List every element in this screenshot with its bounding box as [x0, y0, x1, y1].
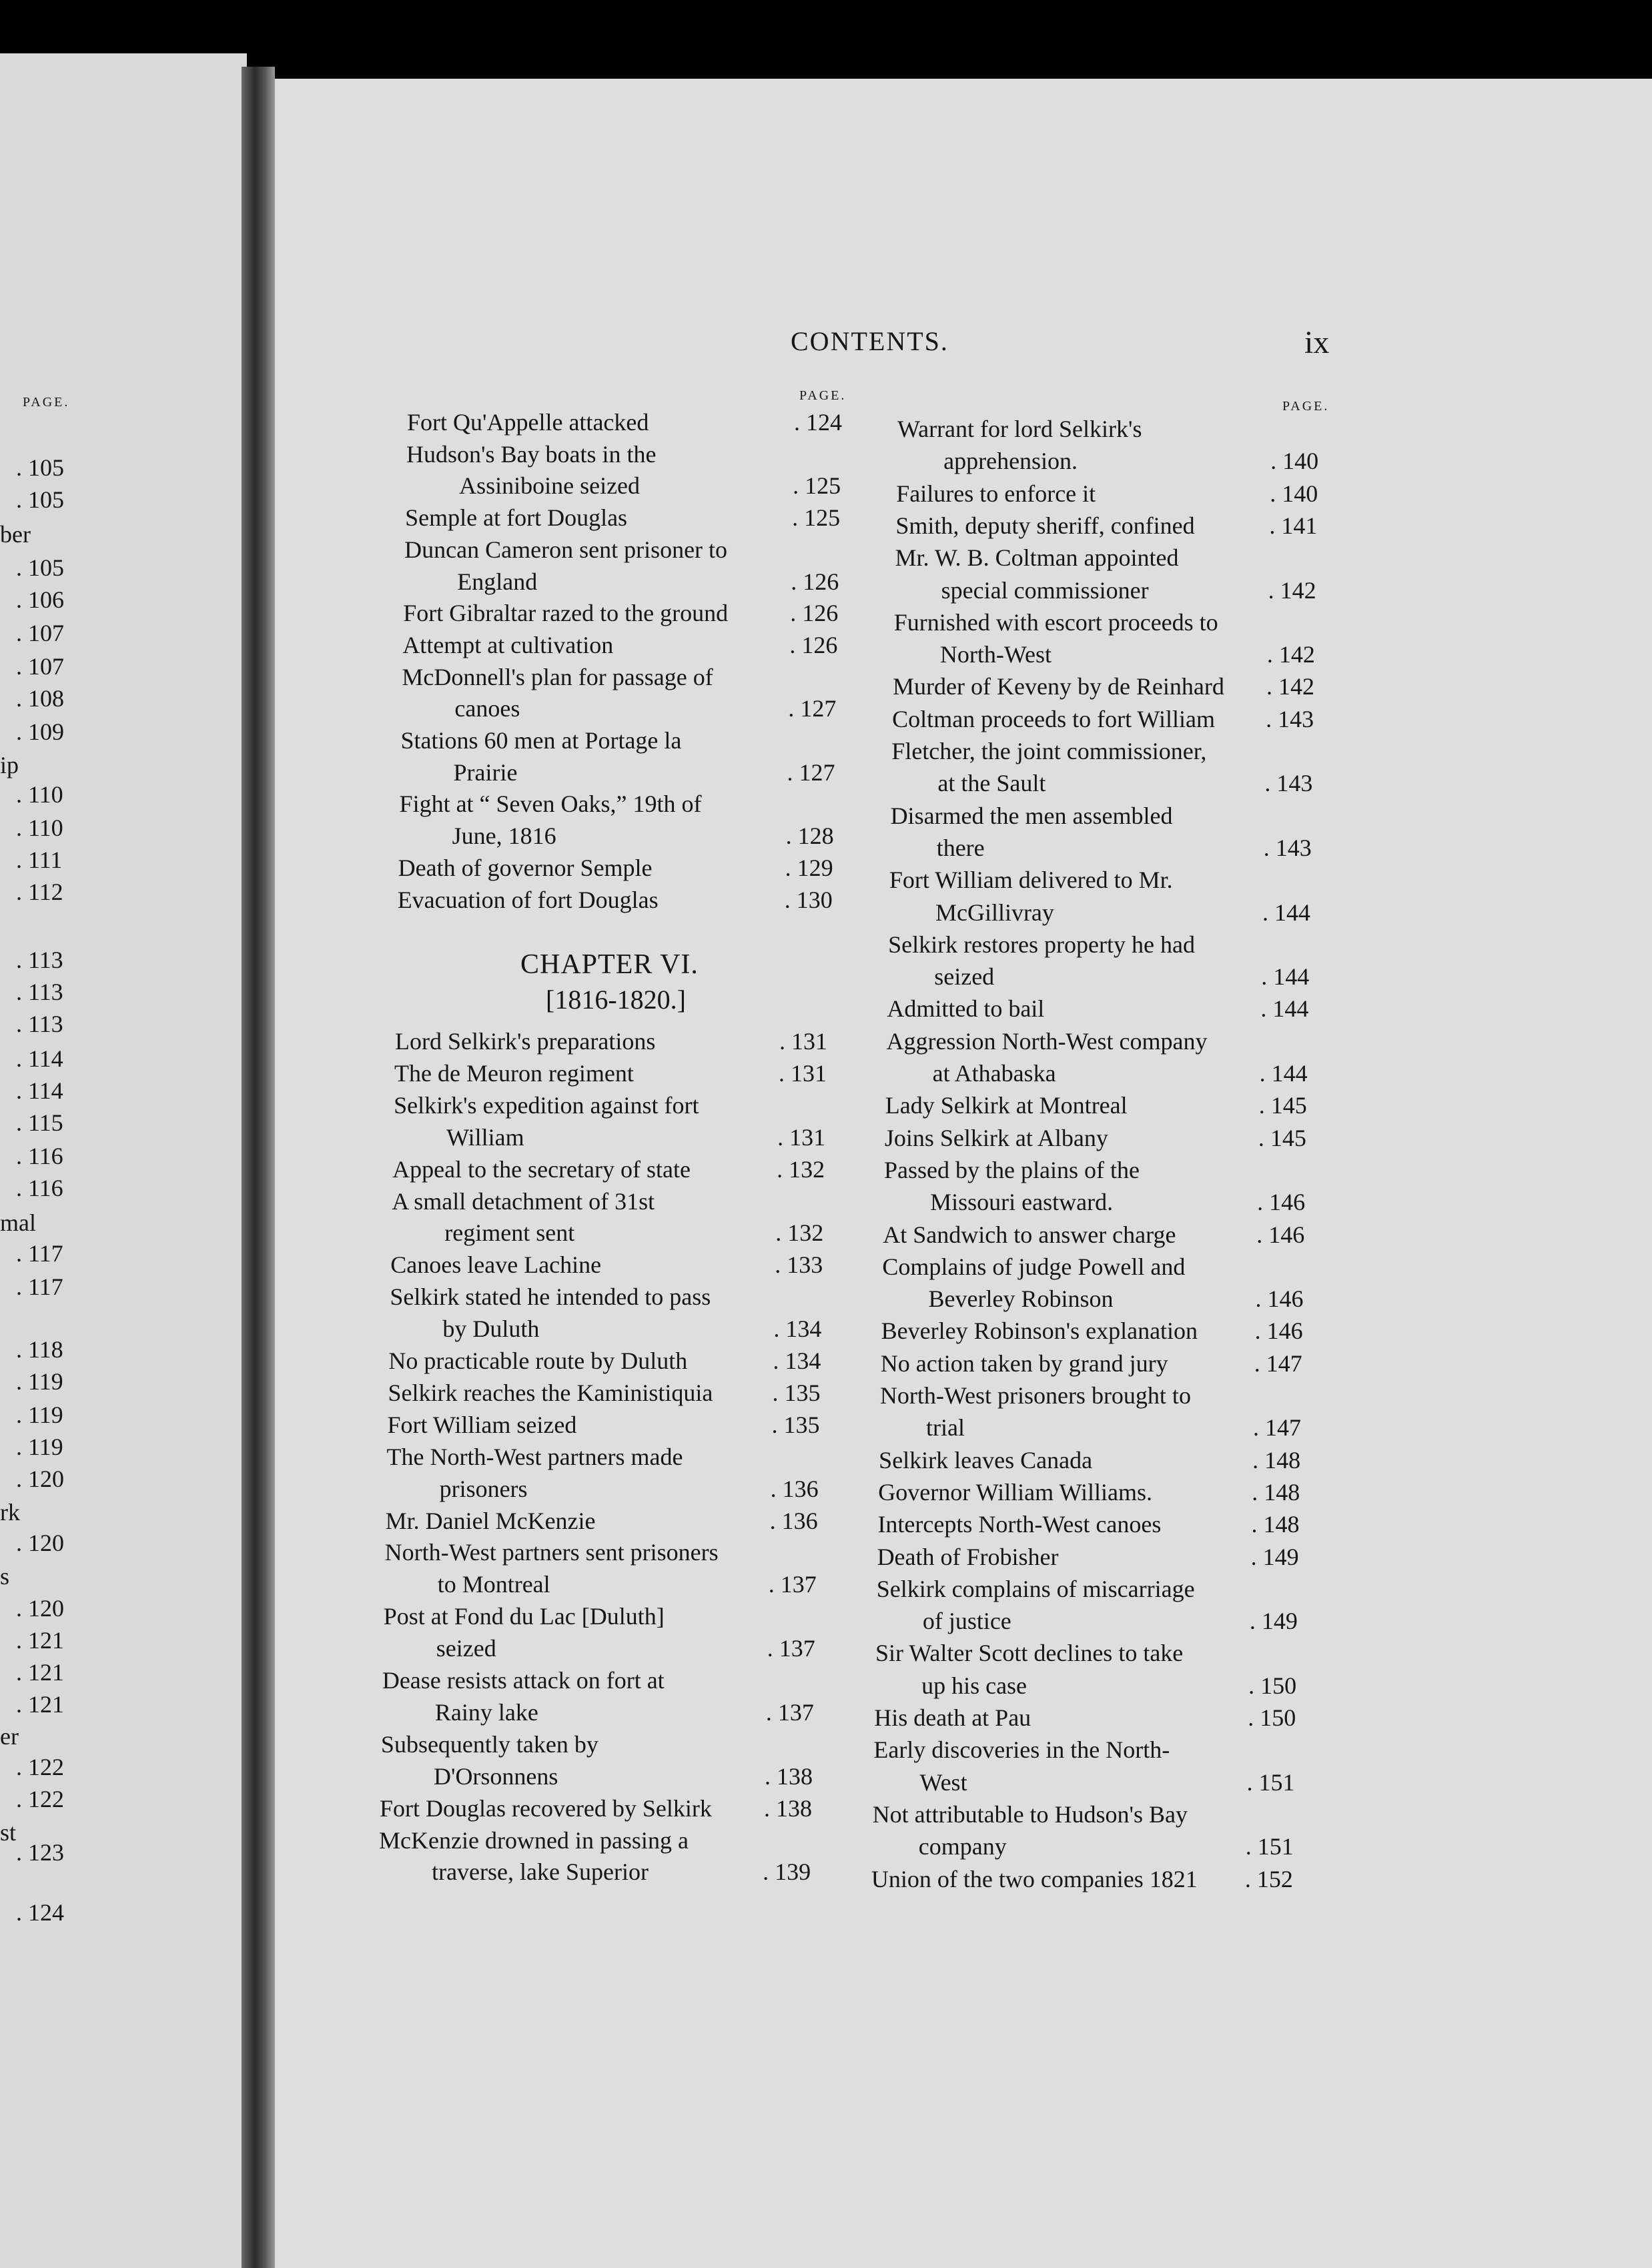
toc-entry-page-number: . 143 — [1266, 705, 1314, 732]
toc-entry-page-number: . 148 — [1251, 1511, 1300, 1538]
left-fragment-text: st — [0, 1819, 17, 1846]
toc-entry-page-number: . 130 — [784, 886, 833, 913]
toc-entry-page-number: . 134 — [773, 1315, 822, 1343]
toc-entry-title: Selkirk complains of miscarriage — [876, 1575, 1195, 1602]
toc-entry-continuation: Prairie — [453, 758, 518, 786]
toc-entry-title: Death of Frobisher — [877, 1543, 1059, 1570]
toc-entry-page-number: . 128 — [785, 822, 834, 850]
toc-entry-title: Selkirk reaches the Kaministiquia — [388, 1379, 713, 1406]
left-fragment-text: rk — [0, 1499, 20, 1526]
toc-entry-continuation: seized — [436, 1635, 496, 1662]
toc-entry-page-number: . 133 — [775, 1251, 823, 1279]
toc-entry-title: Lady Selkirk at Montreal — [885, 1092, 1128, 1119]
toc-entry-continuation: at Athabaska — [932, 1060, 1056, 1087]
toc-entry-page-number: . 137 — [767, 1635, 815, 1662]
toc-entry-title: Semple at fort Douglas — [405, 504, 628, 532]
toc-entry-title: Passed by the plains of the — [884, 1156, 1140, 1183]
toc-entry-page-number: . 129 — [785, 854, 833, 881]
toc-entry-page-number: . 131 — [777, 1123, 826, 1151]
toc-entry-page-number: . 139 — [763, 1858, 811, 1886]
toc-entry-page-number: . 126 — [791, 568, 839, 595]
toc-entry-title: His death at Pau — [874, 1704, 1031, 1731]
left-fragment-page-number: . 120 — [16, 1466, 64, 1492]
toc-entry-continuation: England — [457, 568, 538, 595]
toc-entry-title: Furnished with escort proceeds to — [893, 608, 1218, 636]
toc-entry-title: Fort Qu'Appelle attacked — [407, 409, 649, 436]
toc-entry-title: Fletcher, the joint commissioner, — [891, 738, 1207, 764]
left-fragment-page-number: . 115 — [16, 1109, 63, 1136]
toc-entry-continuation: special commissioner — [941, 576, 1149, 604]
toc-entry-page-number: . 144 — [1260, 995, 1309, 1023]
toc-entry-continuation: there — [936, 834, 985, 861]
toc-entry-page-number: . 150 — [1248, 1704, 1296, 1731]
toc-entry-title: Sir Walter Scott declines to take — [875, 1640, 1184, 1667]
left-fragment-page-number: . 113 — [16, 947, 63, 973]
left-fragment-page-number: . 106 — [16, 586, 64, 613]
toc-entry-title: North-West partners sent prisoners — [384, 1539, 719, 1566]
toc-entry-title: Warrant for lord Selkirk's — [897, 416, 1142, 442]
toc-entry-continuation: Missouri eastward. — [930, 1189, 1114, 1216]
toc-entry-page-number: . 136 — [769, 1507, 818, 1534]
toc-entry-page-number: . 134 — [773, 1347, 821, 1374]
toc-entry-page-number: . 146 — [1257, 1189, 1306, 1216]
toc-entry-title: Fight at “ Seven Oaks,” 19th of — [399, 790, 702, 818]
toc-entry-title: Dease resists attack on fort at — [382, 1667, 665, 1694]
toc-entry-title: A small detachment of 31st — [392, 1187, 655, 1215]
chapter-date-range: [1816-1820.] — [546, 985, 686, 1015]
toc-entry-continuation: of justice — [922, 1608, 1011, 1635]
toc-entry-continuation: traverse, lake Superior — [432, 1858, 649, 1886]
toc-entry-page-number: . 142 — [1266, 673, 1315, 700]
left-fragment-page-number: . 112 — [16, 879, 63, 905]
toc-entry-page-number: . 131 — [779, 1028, 827, 1055]
toc-entry-page-number: . 148 — [1252, 1478, 1300, 1506]
toc-entry-continuation: Assiniboine seized — [459, 472, 641, 500]
left-fragment-page-number: . 122 — [16, 1786, 64, 1812]
toc-entry-page-number: . 124 — [794, 409, 842, 436]
left-fragment-page-number: . 122 — [16, 1754, 64, 1780]
left-fragment-text: er — [0, 1723, 19, 1750]
toc-entry-page-number: . 138 — [764, 1762, 813, 1790]
toc-entry-title: No practicable route by Duluth — [388, 1347, 688, 1374]
left-fragment-page-number: . 113 — [16, 1011, 63, 1037]
toc-entry-page-number: . 151 — [1245, 1833, 1294, 1860]
toc-entry-title: Joins Selkirk at Albany — [884, 1124, 1108, 1151]
toc-entry-title: Stations 60 men at Portage la — [400, 727, 682, 754]
toc-entry-title: Selkirk leaves Canada — [879, 1446, 1093, 1474]
toc-entry-title: Fort William delivered to Mr. — [889, 867, 1173, 894]
left-fragment-page-number: . 121 — [16, 1659, 64, 1686]
toc-entry-page-number: . 131 — [779, 1059, 827, 1087]
toc-entry-page-number: . 146 — [1254, 1317, 1303, 1345]
left-fragment-page-number: . 116 — [16, 1175, 63, 1201]
toc-entry-page-number: . 127 — [787, 758, 835, 786]
left-fragment-text: mal — [0, 1209, 36, 1236]
left-fragment-page-number: . 120 — [16, 1530, 64, 1556]
left-fragment-page-number: . 119 — [16, 1434, 63, 1460]
left-fragment-page-number: . 114 — [16, 1077, 63, 1104]
left-fragment-page-number: . 105 — [16, 454, 64, 481]
toc-entry-page-number: . 149 — [1250, 1543, 1299, 1570]
toc-entry-page-number: . 143 — [1264, 770, 1313, 797]
toc-entry-title: Admitted to bail — [887, 995, 1045, 1023]
toc-entry-page-number: . 126 — [790, 600, 839, 627]
toc-entry-continuation: seized — [934, 963, 995, 991]
left-fragment-page-number: . 105 — [16, 554, 64, 581]
toc-entry-continuation: to Montreal — [437, 1571, 550, 1598]
book-gutter — [242, 67, 275, 2268]
toc-entry-title: Mr. W. B. Coltman appointed — [895, 544, 1179, 572]
left-fragment-page-number: . 107 — [16, 620, 64, 646]
toc-entry-title: Complains of judge Powell and — [882, 1253, 1186, 1280]
toc-entry-title: Duncan Cameron sent prisoner to — [404, 536, 728, 563]
toc-entry-page-number: . 150 — [1248, 1672, 1297, 1699]
left-fragment-page-number: . 111 — [16, 846, 63, 873]
toc-entry-page-number: . 126 — [789, 631, 838, 658]
left-fragment-page-number: . 120 — [16, 1595, 64, 1622]
toc-entry-title: Disarmed the men assembled — [890, 802, 1173, 829]
left-fragment-page-number: . 119 — [16, 1368, 63, 1395]
toc-entry-title: Coltman proceeds to fort William — [892, 705, 1215, 732]
col2-page-col-label: PAGE. — [1282, 399, 1330, 414]
toc-entry-continuation: West — [919, 1768, 967, 1796]
toc-entry-page-number: . 132 — [777, 1155, 825, 1183]
left-fragment-page-number: . 121 — [16, 1627, 64, 1654]
chapter-title: CHAPTER VI. — [520, 949, 699, 980]
toc-entry-continuation: North-West — [939, 641, 1052, 668]
toc-entry-page-number: . 140 — [1270, 480, 1318, 507]
toc-entry-continuation: McGillivray — [935, 899, 1054, 926]
left-fragment-page-number: . 121 — [16, 1691, 64, 1718]
toc-entry-continuation: Beverley Robinson — [928, 1285, 1114, 1313]
left-fragment-page-number: . 110 — [16, 814, 63, 841]
toc-entry-continuation: June, 1816 — [452, 822, 556, 850]
toc-entry-page-number: . 146 — [1256, 1221, 1305, 1248]
toc-entry-title: The de Meuron regiment — [394, 1059, 634, 1087]
left-fragment-page-number: . 124 — [16, 1899, 64, 1926]
left-page-col-label: PAGE. — [23, 395, 70, 410]
left-fragment-page-number: . 116 — [16, 1143, 63, 1169]
col1-page-col-label: PAGE. — [799, 388, 847, 403]
toc-entry-title: Smith, deputy sheriff, confined — [895, 512, 1195, 539]
left-fragment-text: ip — [0, 752, 19, 778]
toc-entry-page-number: . 149 — [1249, 1608, 1298, 1635]
page-number: ix — [1304, 325, 1330, 360]
toc-entry-page-number: . 138 — [764, 1794, 812, 1822]
toc-entry-title: Aggression North-West company — [886, 1027, 1208, 1055]
left-fragment-page-number: . 108 — [16, 685, 64, 712]
toc-entry-title: Death of governor Semple — [398, 854, 653, 881]
toc-entry-continuation: apprehension. — [943, 448, 1078, 475]
toc-entry-continuation: at the Sault — [937, 770, 1046, 797]
toc-entry-page-number: . 147 — [1254, 1349, 1302, 1377]
toc-entry-page-number: . 143 — [1263, 834, 1312, 861]
toc-entry-title: The North-West partners made — [386, 1443, 683, 1470]
toc-entry-continuation: William — [446, 1123, 524, 1151]
toc-entry-page-number: . 137 — [768, 1571, 817, 1598]
toc-entry-title: Intercepts North-West canoes — [877, 1511, 1162, 1538]
left-fragment-page-number: . 113 — [16, 979, 63, 1005]
toc-entry-title: Failures to enforce it — [896, 480, 1096, 507]
toc-entry-title: Selkirk's expedition against fort — [394, 1091, 699, 1119]
toc-entry-title: Hudson's Bay boats in the — [406, 440, 657, 468]
toc-entry-continuation: prisoners — [439, 1475, 528, 1502]
toc-entry-page-number: . 141 — [1269, 512, 1318, 539]
left-fragment-page-number: . 118 — [16, 1336, 63, 1363]
toc-entry-continuation: canoes — [454, 695, 520, 722]
left-fragment-page-number: . 123 — [16, 1839, 64, 1866]
toc-entry-title: Union of the two companies 1821 — [871, 1865, 1198, 1892]
toc-entry-title: Fort William seized — [387, 1411, 577, 1438]
toc-entry-page-number: . 135 — [772, 1379, 821, 1406]
toc-entry-title: Attempt at cultivation — [402, 631, 614, 658]
toc-entry-continuation: D'Orsonnens — [433, 1762, 558, 1790]
left-fragment-page-number: . 107 — [16, 653, 64, 680]
toc-entry-page-number: . 140 — [1270, 448, 1319, 475]
left-fragment-text: ber — [0, 521, 31, 548]
toc-entry-page-number: . 142 — [1268, 576, 1316, 604]
toc-entry-title: Fort Douglas recovered by Selkirk — [380, 1794, 712, 1822]
toc-entry-title: Governor William Williams. — [878, 1478, 1153, 1506]
toc-entry-page-number: . 148 — [1252, 1446, 1301, 1474]
toc-entry-page-number: . 147 — [1253, 1414, 1302, 1442]
toc-entry-title: At Sandwich to answer charge — [883, 1221, 1176, 1248]
toc-entry-title: Beverley Robinson's explanation — [881, 1317, 1198, 1345]
toc-entry-title: McKenzie drowned in passing a — [379, 1826, 689, 1854]
toc-entry-title: Post at Fond du Lac [Duluth] — [383, 1603, 665, 1630]
toc-entry-page-number: . 144 — [1262, 899, 1310, 926]
toc-entry-title: Mr. Daniel McKenzie — [385, 1507, 596, 1534]
toc-entry-continuation: company — [918, 1833, 1007, 1860]
toc-entry-title: Lord Selkirk's preparations — [395, 1028, 656, 1055]
toc-entry-page-number: . 151 — [1246, 1768, 1295, 1796]
page-title: CONTENTS. — [791, 326, 949, 356]
left-fragment-page-number: . 109 — [16, 718, 64, 745]
toc-entry-page-number: . 137 — [765, 1698, 814, 1726]
toc-entry-title: Selkirk stated he intended to pass — [390, 1283, 711, 1311]
toc-entry-title: Murder of Keveny by de Reinhard — [893, 673, 1224, 700]
toc-entry-page-number: . 144 — [1259, 1060, 1308, 1087]
toc-entry-page-number: . 145 — [1258, 1092, 1307, 1119]
toc-entry-page-number: . 125 — [792, 504, 841, 532]
toc-entry-title: Fort Gibraltar razed to the ground — [403, 600, 729, 627]
left-fragment-text: s — [0, 1563, 10, 1590]
toc-entry-title: Subsequently taken by — [380, 1730, 598, 1758]
toc-entry-page-number: . 146 — [1255, 1285, 1304, 1313]
toc-entry-continuation: by Duluth — [442, 1315, 540, 1343]
toc-entry-page-number: . 132 — [775, 1219, 824, 1247]
toc-entry-title: Early discoveries in the North- — [873, 1736, 1170, 1764]
left-fragment-page-number: . 117 — [16, 1273, 63, 1300]
toc-entry-continuation: trial — [926, 1414, 965, 1442]
toc-entry-title: Appeal to the secretary of state — [392, 1155, 691, 1183]
toc-entry-page-number: . 135 — [771, 1411, 820, 1438]
toc-entry-page-number: . 136 — [770, 1475, 819, 1502]
toc-entry-title: Evacuation of fort Douglas — [397, 886, 659, 913]
toc-entry-page-number: . 125 — [793, 472, 841, 500]
toc-entry-page-number: . 127 — [788, 695, 837, 722]
toc-entry-title: McDonnell's plan for passage of — [402, 663, 713, 690]
left-fragment-page-number: . 119 — [16, 1401, 63, 1428]
toc-entry-title: Canoes leave Lachine — [390, 1251, 602, 1279]
toc-entry-title: North-West prisoners brought to — [879, 1382, 1191, 1409]
toc-entry-title: No action taken by grand jury — [880, 1349, 1168, 1377]
left-fragment-page-number: . 114 — [16, 1045, 63, 1072]
left-fragment-page-number: . 110 — [16, 781, 63, 808]
toc-entry-page-number: . 152 — [1244, 1865, 1293, 1892]
toc-entry-title: Not attributable to Hudson's Bay — [872, 1800, 1188, 1828]
toc-entry-page-number: . 142 — [1266, 641, 1315, 668]
toc-entry-page-number: . 145 — [1258, 1124, 1306, 1151]
toc-entry-title: Selkirk restores property he had — [888, 931, 1195, 958]
toc-entry-continuation: regiment sent — [444, 1219, 575, 1247]
toc-entry-continuation: up his case — [921, 1672, 1027, 1699]
left-fragment-page-number: . 105 — [16, 486, 64, 513]
toc-entry-continuation: Rainy lake — [434, 1698, 538, 1726]
left-fragment-page-number: . 117 — [16, 1240, 63, 1267]
toc-entry-page-number: . 144 — [1261, 963, 1310, 991]
